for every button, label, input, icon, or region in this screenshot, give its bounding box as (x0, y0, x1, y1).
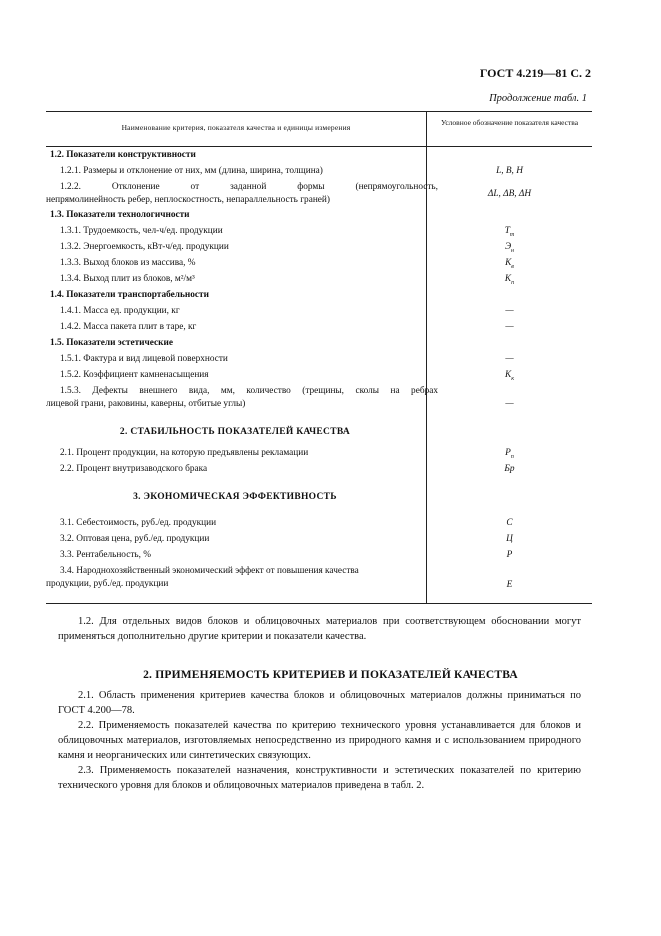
table-row (46, 463, 592, 479)
row-label: 3.4. Народнохозяйственный экономический эффект от повышения качества (60, 566, 359, 576)
table-row (46, 225, 592, 241)
row-label: 1.4.1. Масса ед. продукции, кг (60, 306, 180, 316)
section-label: 1.5. Показатели эстетические (50, 338, 173, 348)
note-paragraph: 1.2. Для отдельных видов блоков и облицовочных материалов при соответствующем обосновании могут применяться дополнительно другие критерии и показатели качества. (58, 616, 581, 642)
symbol-cell (427, 579, 592, 592)
symbol-cell (427, 225, 592, 242)
row-label: 1.3.4. Выход плит из блоков, м²/м³ (60, 274, 195, 284)
table-row (46, 289, 592, 305)
symbol-cell (427, 463, 592, 476)
section-label: 1.2. Показатели конструктивности (50, 150, 196, 160)
table-continuation-label: Продолжение табл. 1 (489, 93, 587, 104)
symbol-cell (427, 549, 592, 562)
row-label: 3.1. Себестоимость, руб./ед. продукции (60, 518, 217, 528)
row-label: 1.5.1. Фактура и вид лицевой поверхности (60, 354, 228, 364)
symbol: — (505, 354, 514, 364)
row-label: 1.2.2. Отклонение от заданной формы (непрямоугольность, (60, 182, 438, 192)
row-label: 2.2. Процент внутризаводского брака (60, 464, 208, 474)
table-row (46, 321, 592, 337)
paragraph-2-2: 2.2. Применяемость показателей качества по критерию технического уровня устанавливается для блоков и облицовочных материалов, изготовляемых непосредственно из природного камня и с использованием природного камня и неорганических или синтетических связующих. (58, 720, 581, 761)
symbol-cell (427, 305, 592, 318)
table-row (46, 149, 592, 165)
symbol: Ц (506, 534, 513, 544)
table-row (46, 413, 592, 421)
symbol: Бр (504, 464, 515, 474)
symbol: ΔL, ΔB, ΔH (487, 189, 532, 199)
table-row (46, 181, 592, 209)
symbol-cell (427, 321, 592, 334)
symbol-cell (427, 273, 592, 290)
symbol: E (506, 580, 513, 590)
symbol-cell (427, 447, 592, 464)
symbol-cell (427, 165, 592, 178)
row-label: 1.3.3. Выход блоков из массива, % (60, 258, 196, 268)
symbol-subscript: п (510, 453, 514, 460)
symbol: — (505, 399, 514, 409)
symbol: K (505, 258, 512, 268)
symbol-cell (427, 257, 592, 274)
symbol: K (504, 274, 512, 284)
symbol: — (505, 322, 514, 332)
table-row (46, 337, 592, 353)
column-divider (426, 112, 427, 146)
symbol: P (505, 448, 511, 458)
table-body (46, 147, 592, 603)
symbol: P (506, 550, 513, 560)
symbol: Э (504, 242, 512, 252)
symbol-cell (427, 241, 592, 258)
symbol-cell (427, 533, 592, 546)
section-label: 1.3. Показатели технологичности (50, 210, 190, 220)
symbol-subscript: к (511, 375, 514, 382)
table-header (46, 111, 592, 147)
col2-header: Условное обозначение показателя качества (440, 118, 579, 127)
symbol-subscript: в (511, 263, 514, 270)
table-row (46, 241, 592, 257)
symbol-cell (427, 369, 592, 386)
row-label-continued: продукции, руб./ед. продукции (46, 579, 169, 589)
table-row (46, 533, 592, 549)
row-label-continued: лицевой грани, раковины, каверны, отбитые углы) (46, 399, 246, 409)
table-1 (46, 111, 592, 604)
symbol: L, B, H (496, 166, 523, 176)
row-label: 1.3.1. Трудоемкость, чел-ч/ед. продукции (60, 226, 223, 236)
symbol: T (504, 226, 510, 236)
section-heading: 2. ПРИМЕНЯЕМОСТЬ КРИТЕРИЕВ И ПОКАЗАТЕЛЕЙ КАЧЕСТВА (143, 669, 518, 681)
symbol-cell (427, 353, 592, 366)
page-header: ГОСТ 4.219—81 С. 2 (479, 66, 591, 80)
row-label: 2.1. Процент продукции, на которую предъявлены рекламации (60, 448, 309, 458)
symbol-cell (427, 398, 592, 411)
table-row (46, 209, 592, 225)
col1-header: Наименование критерия, показателя качества и единицы измерения (121, 123, 351, 132)
symbol-subscript: т (509, 231, 515, 238)
row-label: 1.5.2. Коэффициент камненасыщения (60, 370, 209, 380)
symbol-cell (427, 188, 592, 201)
symbol: K (504, 370, 512, 380)
row-label: 1.2.1. Размеры и отклонение от них, мм (длина, ширина, толщина) (60, 166, 323, 176)
section-label: 1.4. Показатели транспортабельности (50, 290, 209, 300)
table-row (46, 385, 592, 413)
table-row (46, 353, 592, 369)
table-row (46, 595, 592, 603)
symbol-subscript: п (511, 279, 515, 286)
row-label: 3.3. Рентабельность, % (60, 550, 152, 560)
row-label: 1.4.2. Масса пакета плит в таре, кг (60, 322, 197, 332)
table-row (46, 565, 592, 595)
row-label-continued: непрямолинейность ребер, неплоскостность, непараллельность граней) (46, 195, 330, 205)
symbol-subscript: н (511, 247, 515, 254)
table-row (46, 517, 592, 533)
symbol-cell (427, 517, 592, 530)
table-row (46, 447, 592, 463)
table-row (46, 273, 592, 289)
section-3-heading: 3. ЭКОНОМИЧЕСКАЯ ЭФФЕКТИВНОСТЬ (133, 492, 337, 502)
table-row (46, 257, 592, 273)
table-row (46, 479, 592, 489)
table-row (46, 421, 592, 447)
table-bottom-rule (46, 603, 592, 604)
table-row (46, 165, 592, 181)
row-label: 1.5.3. Дефекты внешнего вида, мм, количество (трещины, сколы на ребрах (60, 386, 438, 396)
symbol: C (506, 518, 513, 528)
table-row (46, 549, 592, 565)
symbol: — (505, 306, 514, 316)
paragraph-2-1: 2.1. Область применения критериев качества блоков и облицовочных материалов должны приниматься по ГОСТ 4.200—78. (58, 690, 581, 716)
table-row (46, 369, 592, 385)
row-label: 1.3.2. Энергоемкость, кВт-ч/ед. продукции (60, 242, 229, 252)
row-label: 3.2. Оптовая цена, руб./ед. продукции (60, 534, 210, 544)
table-row (46, 489, 592, 517)
section-2-heading: 2. СТАБИЛЬНОСТЬ ПОКАЗАТЕЛЕЙ КАЧЕСТВА (119, 427, 351, 437)
paragraph-2-3: 2.3. Применяемость показателей назначения, конструктивности и эстетических показателей по критерию технического уровня для блоков и облицовочных материалов приведена в табл. 2. (58, 765, 581, 791)
table-row (46, 305, 592, 321)
